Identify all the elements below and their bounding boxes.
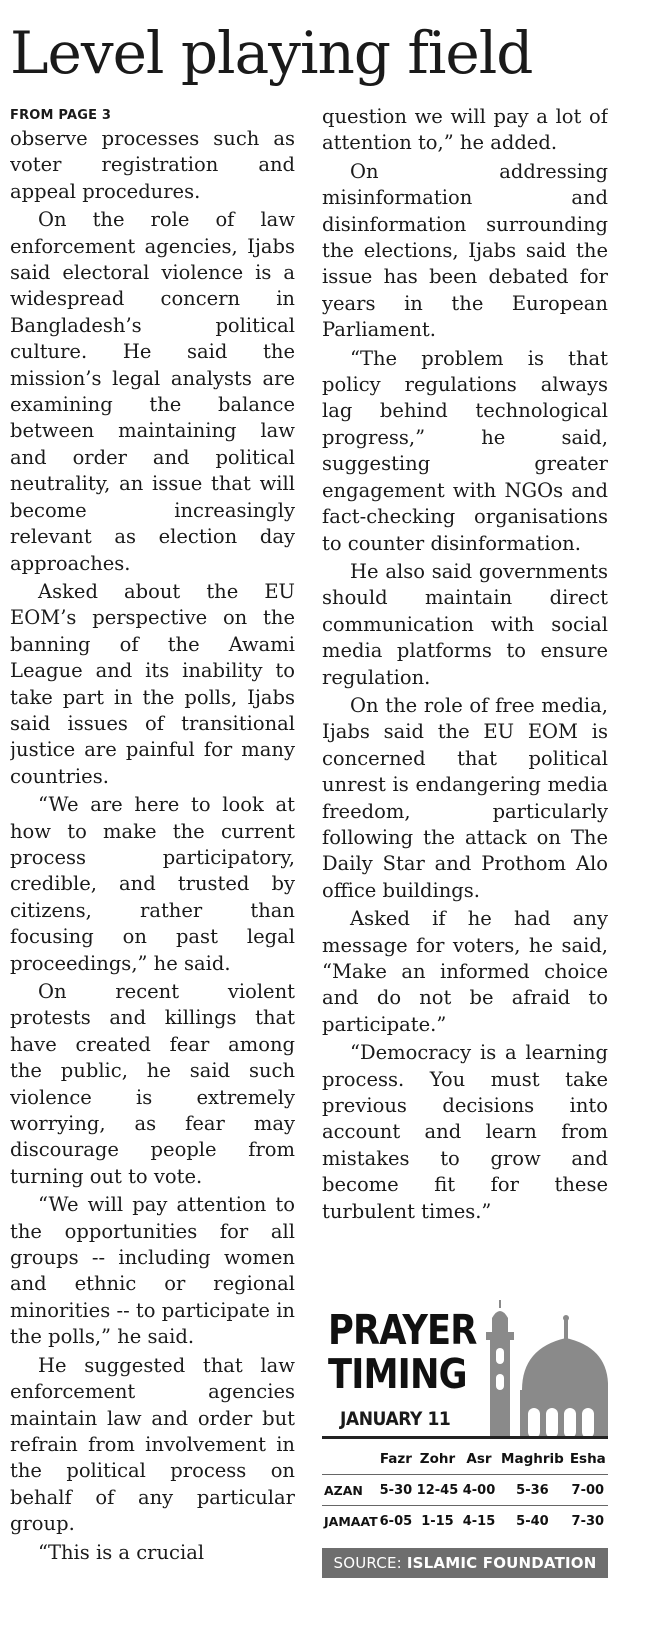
- paragraph: “We are here to look at how to make the current process participatory, credible, and trusted by citizens, rather than focusing on past legal proceedings,” he said.: [10, 793, 295, 975]
- prayer-header-row: [322, 1444, 608, 1475]
- mosque-icon: [470, 1298, 608, 1438]
- paragraph: On addressing misinformation and disinformation surrounding the elections, Ijabs said the issue has been debated for years in the European Parliament.: [322, 159, 608, 342]
- continued-from-label: FROM PAGE 3: [10, 108, 112, 123]
- time-cell: 4-15: [462, 1513, 496, 1529]
- prayer-column-zohr: Zohr: [419, 1451, 456, 1467]
- prayer-corner-cell: [322, 1444, 378, 1475]
- prayer-date: JANUARY 11: [340, 1408, 451, 1430]
- time-cell: 1-15: [421, 1513, 454, 1529]
- time-cell: 7-00: [568, 1475, 608, 1506]
- source-name: ISLAMIC FOUNDATION: [406, 1554, 597, 1572]
- paragraph: He also said governments should maintain direct communication with social media platforms to ensure regulation.: [322, 559, 608, 689]
- time-cell: 4-00: [461, 1475, 497, 1506]
- paragraph: “The problem is that policy regulations always lag behind technological progress,” he said, suggesting greater engagement with NGOs and fact-checking organisations to counter disinformation.: [322, 346, 608, 555]
- paragraph: “Democracy is a learning process. You must take previous decisions into account and learn from mistakes to grow and become fit for these turbulent times.”: [322, 1041, 608, 1223]
- paragraph: observe processes such as voter registration and appeal procedures.: [10, 127, 295, 203]
- article-column-2: [322, 104, 608, 1284]
- paragraph: question we will pay a lot of attention to,” he added.: [322, 105, 608, 155]
- row-label: JAMAAT: [324, 1513, 378, 1529]
- prayer-timing-box: [322, 1290, 608, 1646]
- time-cell: 5-30: [378, 1475, 414, 1506]
- time-cell: 6-05: [379, 1513, 413, 1529]
- paragraph: “We will pay attention to the opportunities for all groups -- including women and ethnic or regional minorities -- to participate in the polls,” he said.: [10, 1193, 295, 1349]
- paragraph: Asked if he had any message for voters, he said, “Make an informed choice and do not be afraid to participate.”: [322, 907, 608, 1036]
- time-cell: 12-45: [414, 1475, 461, 1506]
- prayer-title-line1: PRAYER: [328, 1306, 477, 1354]
- headline: Level playing field: [10, 19, 533, 87]
- prayer-column-asr: Asr: [466, 1451, 492, 1467]
- article-column-1: [10, 126, 295, 1646]
- paragraph: Asked about the EU EOM’s perspective on the banning of the Awami League and its inability to take part in the polls, Ijabs said issues of transitional justice are painful for many countries.: [10, 579, 295, 788]
- time-cell: 5-40: [516, 1513, 549, 1529]
- prayer-row-jamaat: [322, 1506, 608, 1537]
- source-credit: [322, 1548, 608, 1578]
- prayer-column-maghrib: Maghrib: [501, 1451, 564, 1467]
- prayer-row-azan: [322, 1475, 608, 1506]
- source-label: SOURCE:: [333, 1554, 407, 1572]
- paragraph: He suggested that law enforcement agencies maintain law and order but refrain from involvement in the political process on behalf of any particular group.: [10, 1353, 295, 1536]
- row-label: AZAN: [322, 1475, 378, 1506]
- paragraph: On the role of law enforcement agencies, Ijabs said electoral violence is a widespread concern in Bangladesh’s political culture. He said the mission’s legal analysts are examining the balance between maintaining law and order and political neutrality, an issue that will become increasingly relevant as election day approaches.: [10, 208, 295, 575]
- prayer-times-table: [322, 1444, 608, 1536]
- time-cell: 5-36: [497, 1475, 567, 1506]
- prayer-title-line2: TIMING: [328, 1350, 467, 1398]
- prayer-column-fazr: Fazr: [379, 1451, 412, 1467]
- prayer-column-esha: Esha: [569, 1451, 606, 1467]
- prayer-divider: [322, 1436, 608, 1439]
- paragraph: “This is a crucial: [38, 1540, 205, 1564]
- paragraph: On recent violent protests and killings that have created fear among the public, he said such violence is extremely worrying, as fear may discourage people from turning out to vote.: [10, 980, 295, 1188]
- prayer-timing-title: [328, 1308, 477, 1396]
- time-cell: 7-30: [571, 1513, 605, 1529]
- paragraph: On the role of free media, Ijabs said the EU EOM is concerned that political unrest is endangering media freedom, particularly following the attack on The Daily Star and Prothom Alo office buildings.: [322, 693, 608, 902]
